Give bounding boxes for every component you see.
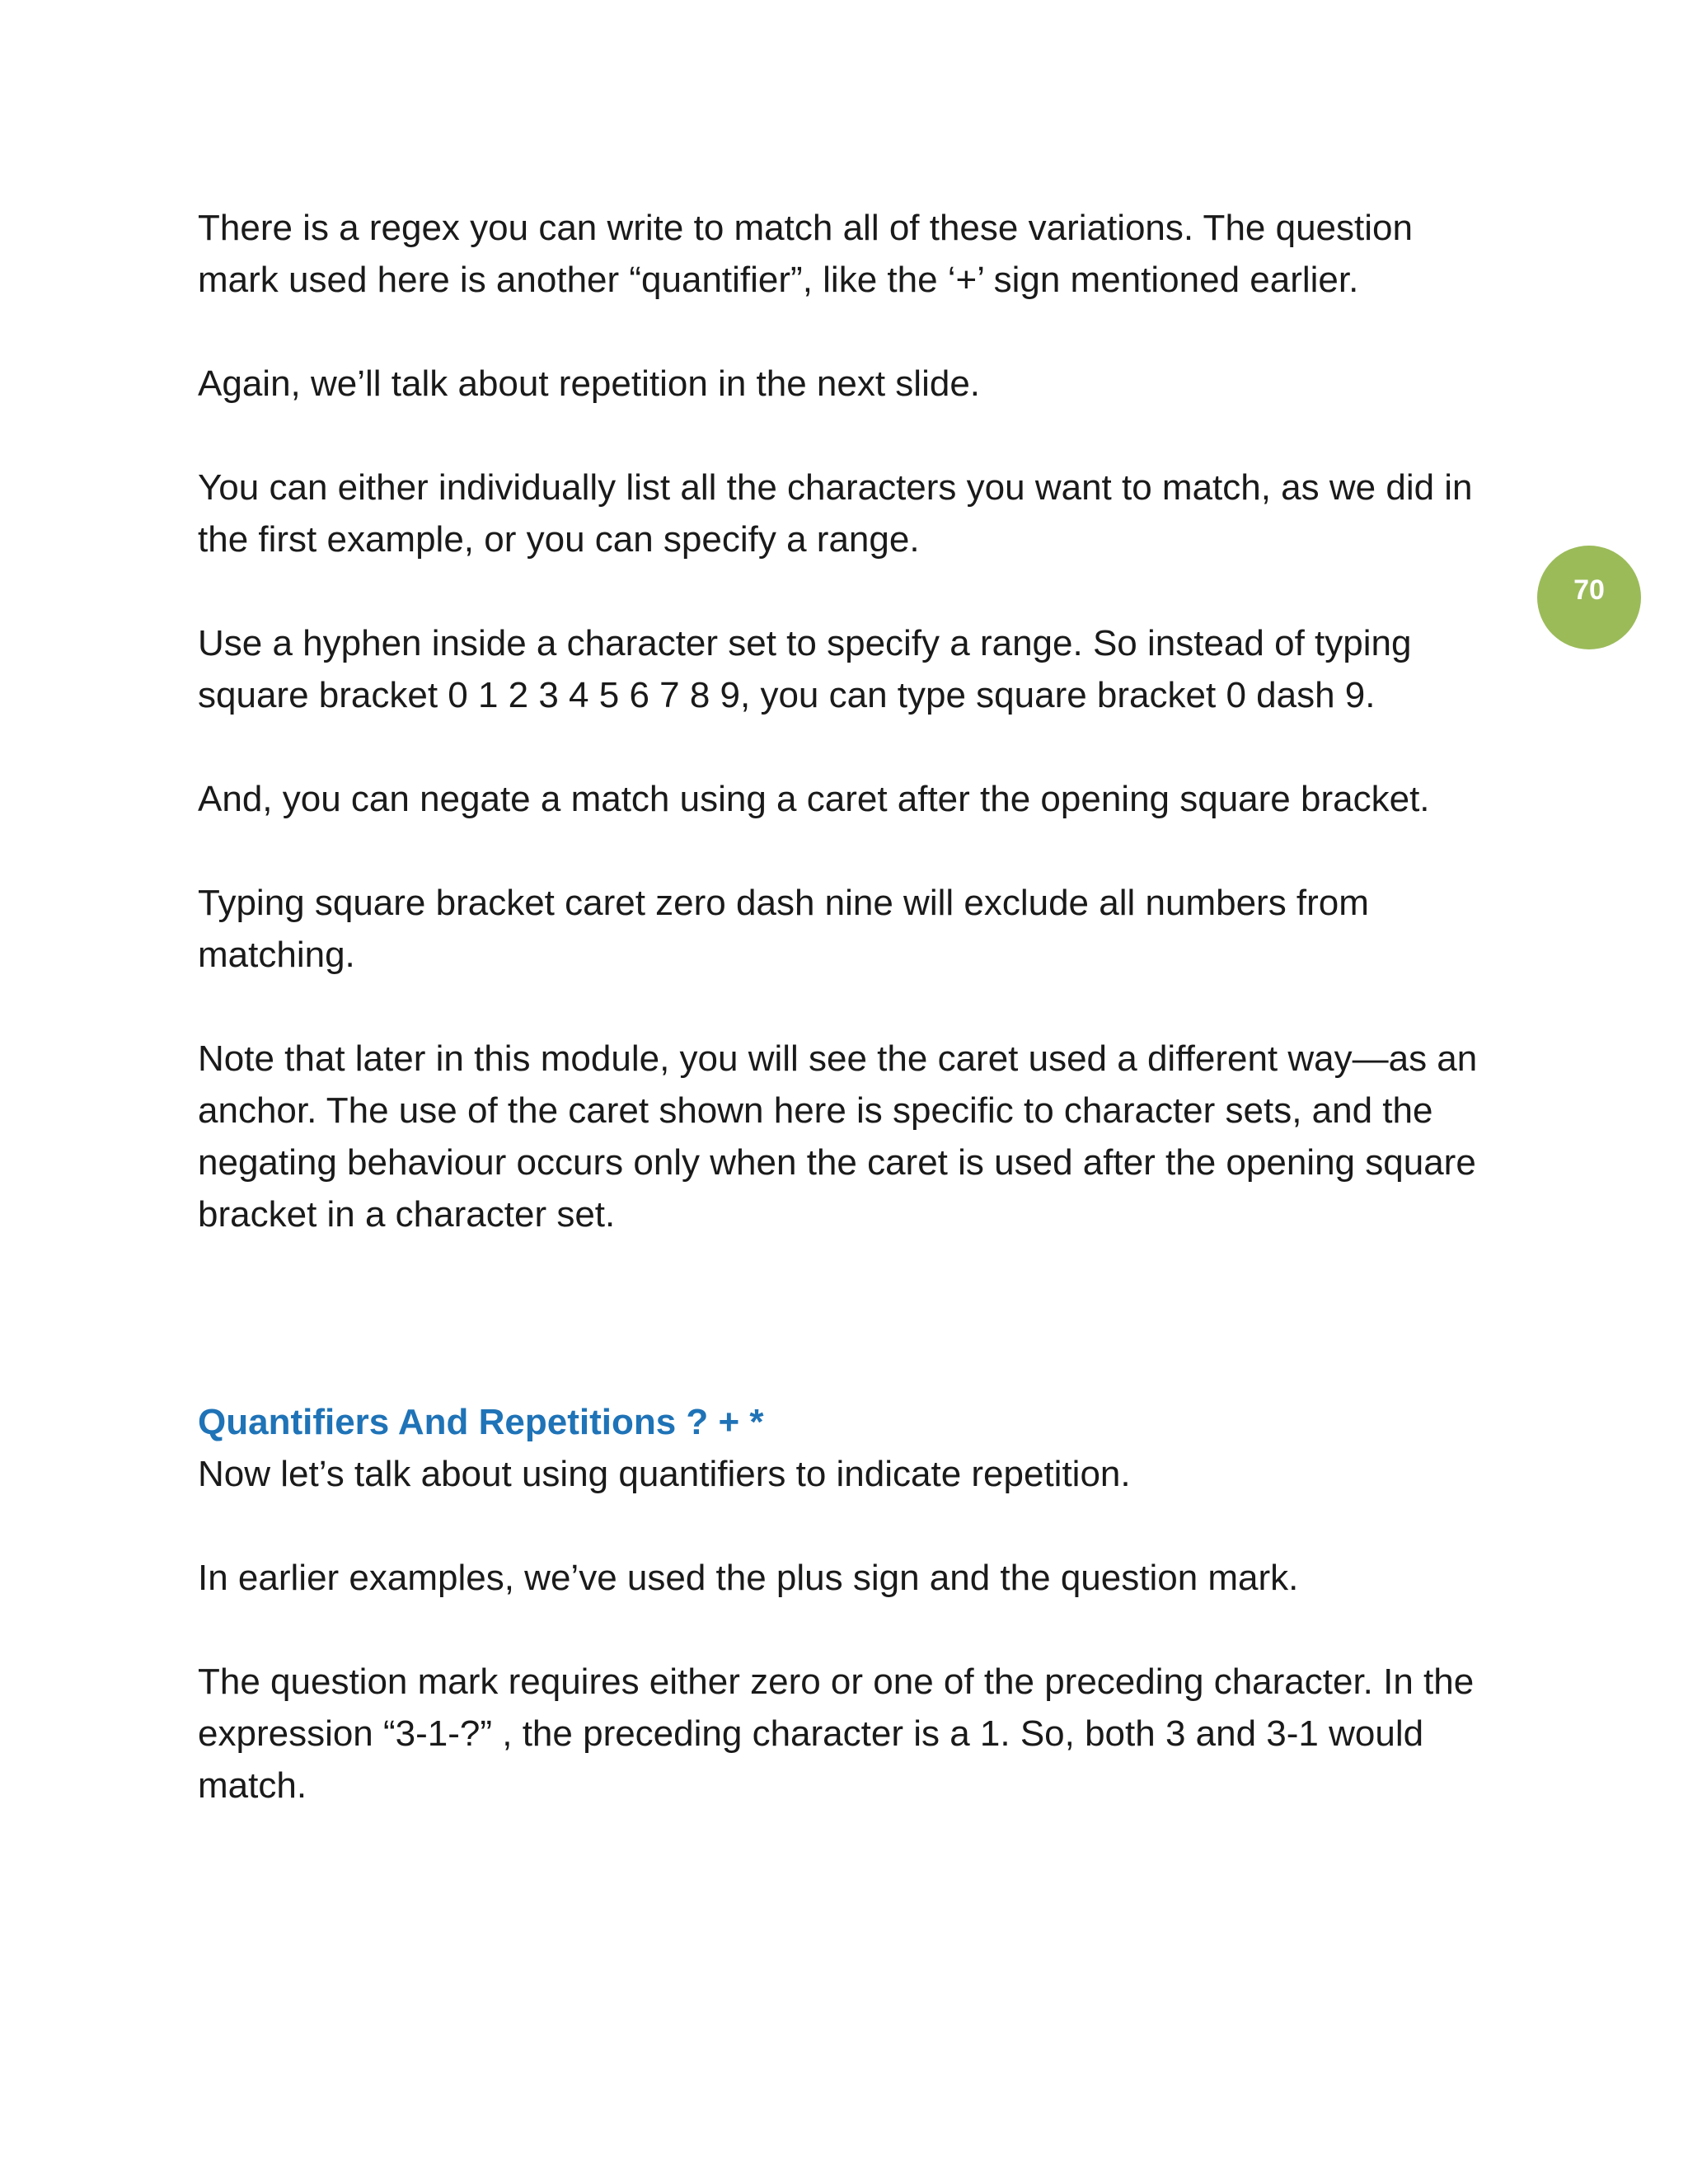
section-heading: Quantifiers And Repetitions ? + * — [198, 1402, 764, 1442]
document-body — [198, 202, 1500, 1863]
paragraph: Again, we’ll talk about repetition in the next slide. — [198, 363, 981, 404]
paragraph: And, you can negate a match using a caret after the opening square bracket. — [198, 779, 1430, 819]
paragraph: Note that later in this module, you will see the caret used a different way—as an anchor. The use of the caret shown here is specific to character sets, and the negating behaviour occurs only when the caret is used after the opening square bracket in a character set. — [198, 1038, 1478, 1235]
paragraph: In earlier examples, we’ve used the plus sign and the question mark. — [198, 1558, 1299, 1598]
paragraph: You can either individually list all the characters you want to match, as we did in the first example, or you can specify a range. — [198, 467, 1473, 560]
paragraph: Now let’s talk about using quantifiers to indicate repetition. — [198, 1454, 1131, 1494]
paragraph: Use a hyphen inside a character set to specify a range. So instead of typing square bracket 0 1 2 3 4 5 6 7 8 9, you can type square bracket 0 dash 9. — [198, 623, 1412, 715]
section-quantifiers — [198, 1396, 1500, 1811]
paragraph: There is a regex you can write to match all of these variations. The question mark used here is another “quantifier”, like the ‘+’ sign mentioned earlier. — [198, 208, 1413, 300]
paragraph: The question mark requires either zero or one of the preceding character. In the expression “3-1-?” , the preceding character is a 1. So, both 3 and 3-1 would match. — [198, 1661, 1475, 1806]
paragraph: Typing square bracket caret zero dash nine will exclude all numbers from matching. — [198, 883, 1369, 975]
page-number-badge: 70 — [1537, 546, 1641, 649]
